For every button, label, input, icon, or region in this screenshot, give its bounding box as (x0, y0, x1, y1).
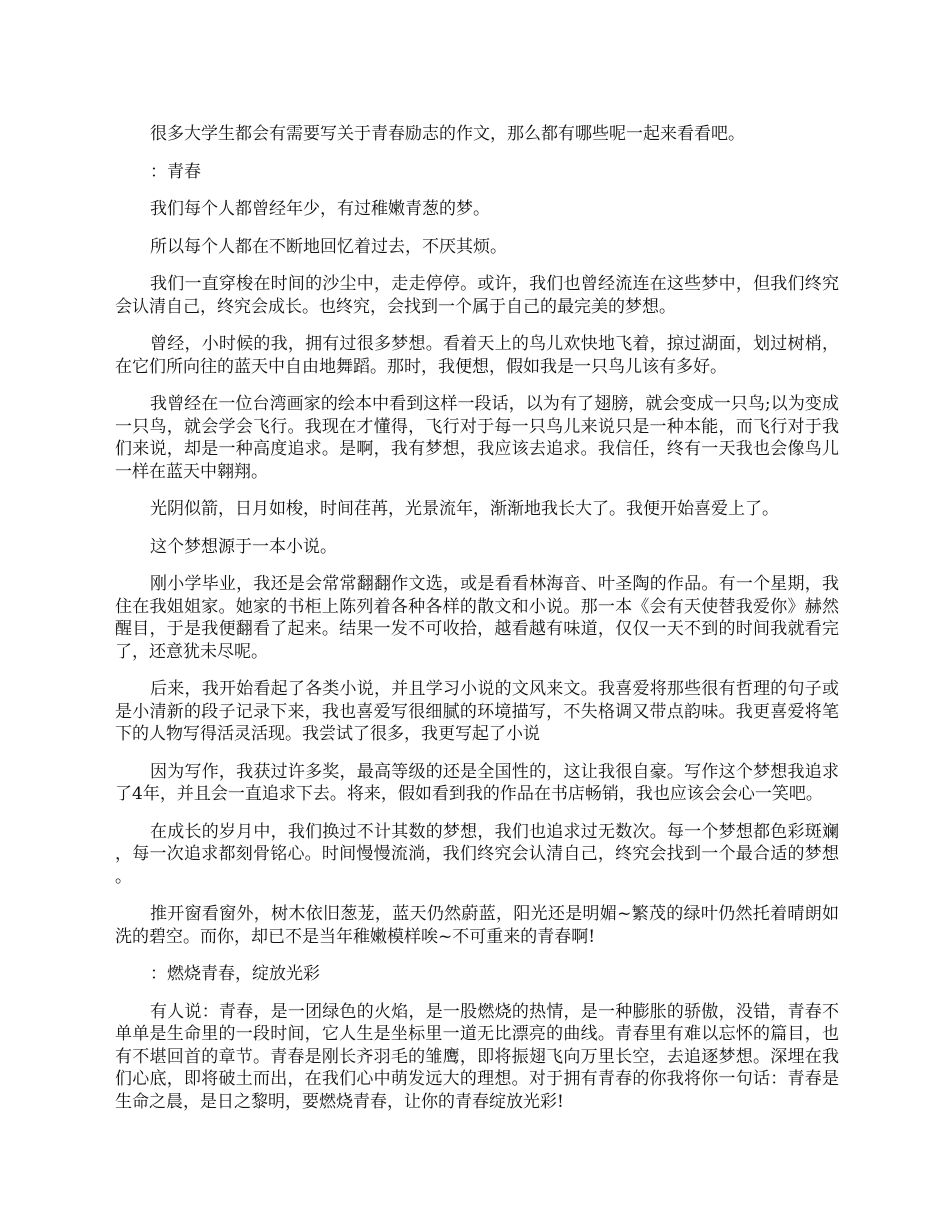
paragraph: 这个梦想源于一本小说。 (150, 536, 337, 557)
section-heading-burn-youth: ：燃烧青春，绽放光彩 (150, 964, 320, 984)
paragraph: 曾经，小时候的我，拥有过很多梦想。看着天上的鸟儿欢快地飞着，掠过湖面，划过树梢，在它们所向往的蓝天中自由地舞蹈。那时，我便想，假如我是一只鸟儿该有多好。 (115, 334, 839, 377)
paragraph: 所以每个人都在不断地回忆着过去，不厌其烦。 (150, 236, 507, 257)
paragraph: 后来，我开始看起了各类小说，并且学习小说的文风来文。我喜爱将那些很有哲理的句子或是小清新的段子记录下来，我也喜爱写很细腻的环境描写，不失格调又带点韵味。我更喜爱将笔下的人物写得活灵活现。我尝试了很多，我更写起了小说 (115, 679, 839, 744)
paragraph: 我们每个人都曾经年少，有过稚嫩青葱的梦。 (150, 199, 490, 219)
paragraph: 刚小学毕业，我还是会常常翻翻作文选，或是看看林海音、叶圣陶的作品。有一个星期，我住在我姐姐家。她家的书柜上陈列着各种各样的散文和小说。那一本《会有天使替我爱你》赫然醒目，于是我便翻看了起来。结果一发不可收拾，越看越有味道，仅仅一天不到的时间我就看完了，还意犹未尽呢。 (115, 574, 839, 662)
section-heading-youth: ：青春 (150, 161, 201, 182)
paragraph: 有人说：青春，是一团绿色的火焰，是一股燃烧的热情，是一种膨胀的骄傲，没错，青春不单单是生命里的一段时间，它人生是坐标里一道无比漂亮的曲线。青春里有难以忘怀的篇目，也有不堪回首的章节。青春是刚长齐羽毛的雏鹰，即将振翅飞向万里长空，去追逐梦想。深埋在我们心底，即将破土而出，在我们心中萌发远大的理想。对于拥有青春的你我将你一句话：青春是生命之晨，是日之黎明，要燃烧青春，让你的青春绽放光彩! (115, 1001, 839, 1112)
paragraph: 推开窗看窗外，树木依旧葱茏，蓝天仍然蔚蓝，阳光还是明媚~繁茂的绿叶仍然托着晴朗如洗的碧空。而你，却已不是当年稚嫩模样唉~不可重来的青春啊! (115, 904, 839, 947)
paragraph: 因为写作，我获过许多奖，最高等级的还是全国性的，这让我很自豪。写作这个梦想我追求了4年，并且会一直追求下去。将来，假如看到我的作品在书店畅销，我也应该会会心一笑吧。 (115, 761, 839, 804)
paragraph-intro: 很多大学生都会有需要写关于青春励志的作文，那么都有哪些呢一起来看看吧。 (150, 124, 745, 144)
paragraph: 我们一直穿梭在时间的沙尘中，走走停停。或许，我们也曾经流连在这些梦中，但我们终究会认清自己，终究会成长。也终究，会找到一个属于自己的最完美的梦想。 (115, 274, 839, 317)
paragraph: 光阴似箭，日月如梭，时间荏苒，光景流年，渐渐地我长大了。我便开始喜爱上了。 (150, 499, 779, 519)
document-body (115, 123, 839, 1128)
paragraph: 在成长的岁月中，我们换过不计其数的梦想，我们也追求过无数次。每一个梦想都色彩斑斓，每一次追求都刻骨铭心。时间慢慢流淌，我们终究会认清自己，终究会找到一个最合适的梦想。 (115, 821, 839, 887)
paragraph: 我曾经在一位台湾画家的绘本中看到这样一段话，以为有了翅膀，就会变成一只鸟;以为变成一只鸟，就会学会飞行。我现在才懂得，飞行对于每一只鸟儿来说只是一种本能，而飞行对于我们来说，却是一种高度追求。是啊，我有梦想，我应该去追求。我信任，终有一天我也会像鸟儿一样在蓝天中翱翔。 (115, 394, 839, 482)
